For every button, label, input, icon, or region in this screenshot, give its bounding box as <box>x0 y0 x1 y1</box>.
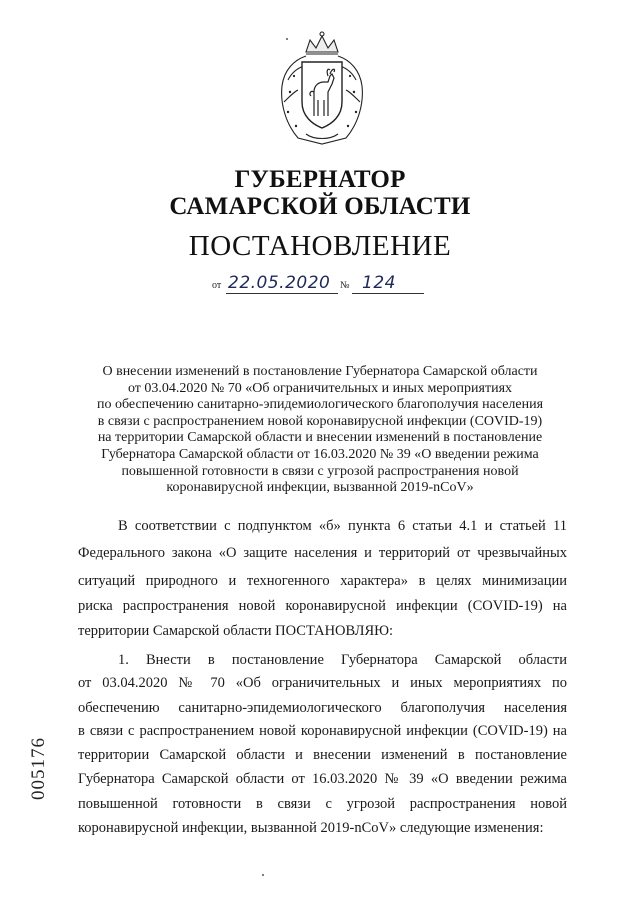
subject-line: О внесении изменений в постановление Губернатора Самарской области <box>102 364 538 379</box>
subject-line: по обеспечению санитарно-эпидемиологического благополучия населения <box>96 397 544 413</box>
body-line: риска распространения новой коронавирусной инфекции (COVID-19) на <box>78 598 567 614</box>
body-line: в связи с распространением новой коронавирусной инфекции (COVID-19) на <box>78 723 567 739</box>
document-subject <box>60 364 580 497</box>
date-label: от <box>212 280 222 291</box>
body-line: Федерального закона «О защите населения и территорий от чрезвычайных <box>78 545 567 561</box>
subject-line: Губернатора Самарской области от 16.03.2020 № 39 «О введении режима <box>101 446 539 462</box>
body-line: 1. Внести в постановление Губернатора Самарской области <box>118 652 567 668</box>
body-line: территории Самарской области ПОСТАНОВЛЯЮ: <box>78 623 394 639</box>
body-line: от 03.04.2020 № 70 «Об ограничительных и иных мероприятиях по <box>78 675 567 691</box>
body-line: территории Самарской области и внесении изменений в постановление <box>78 747 567 763</box>
body-line: В соответствии с подпунктом «б» пункта 6 статьи 4.1 и статьей 11 <box>118 518 567 534</box>
issuer-title-line2: САМАРСКОЙ ОБЛАСТИ <box>169 193 471 220</box>
subject-line: в связи с распространением новой коронавирусной инфекции (COVID-19) <box>97 413 543 429</box>
date-number-line <box>212 272 432 294</box>
body-line: повышенной готовности в связи с угрозой распространения новой <box>78 796 567 812</box>
subject-line: повышенной готовности в связи с угрозой распространения новой <box>121 463 519 479</box>
subject-line: коронавирусной инфекции, вызванной 2019-nCoV» <box>166 480 474 496</box>
subject-line: на территории Самарской области и внесении изменений в постановление <box>97 430 543 446</box>
issuer-title-line1: ГУБЕРНАТОР <box>234 166 406 193</box>
date-underline <box>226 293 338 294</box>
samara-coat-of-arms-icon <box>276 30 368 148</box>
date-value: 22.05.2020 <box>228 273 331 293</box>
scan-speck <box>262 874 264 876</box>
number-value: 124 <box>362 273 396 293</box>
body-line: Губернатора Самарской области от 16.03.2020 № 39 «О введении режима <box>78 771 567 787</box>
scan-speck <box>286 38 288 40</box>
body-line: ситуаций природного и техногенного характера» в целях минимизации <box>78 573 567 589</box>
registration-code: 005176 <box>28 737 49 800</box>
body-line: коронавирусной инфекции, вызванной 2019-nCoV» следующие изменения: <box>78 820 544 836</box>
number-underline <box>352 293 424 294</box>
subject-line: от 03.04.2020 № 70 «Об ограничительных и иных мероприятиях <box>127 380 513 396</box>
body-line: обеспечению санитарно-эпидемиологического благополучия населения <box>78 700 567 716</box>
document-type: ПОСТАНОВЛЕНИЕ <box>188 230 452 262</box>
number-label: № <box>340 280 350 291</box>
